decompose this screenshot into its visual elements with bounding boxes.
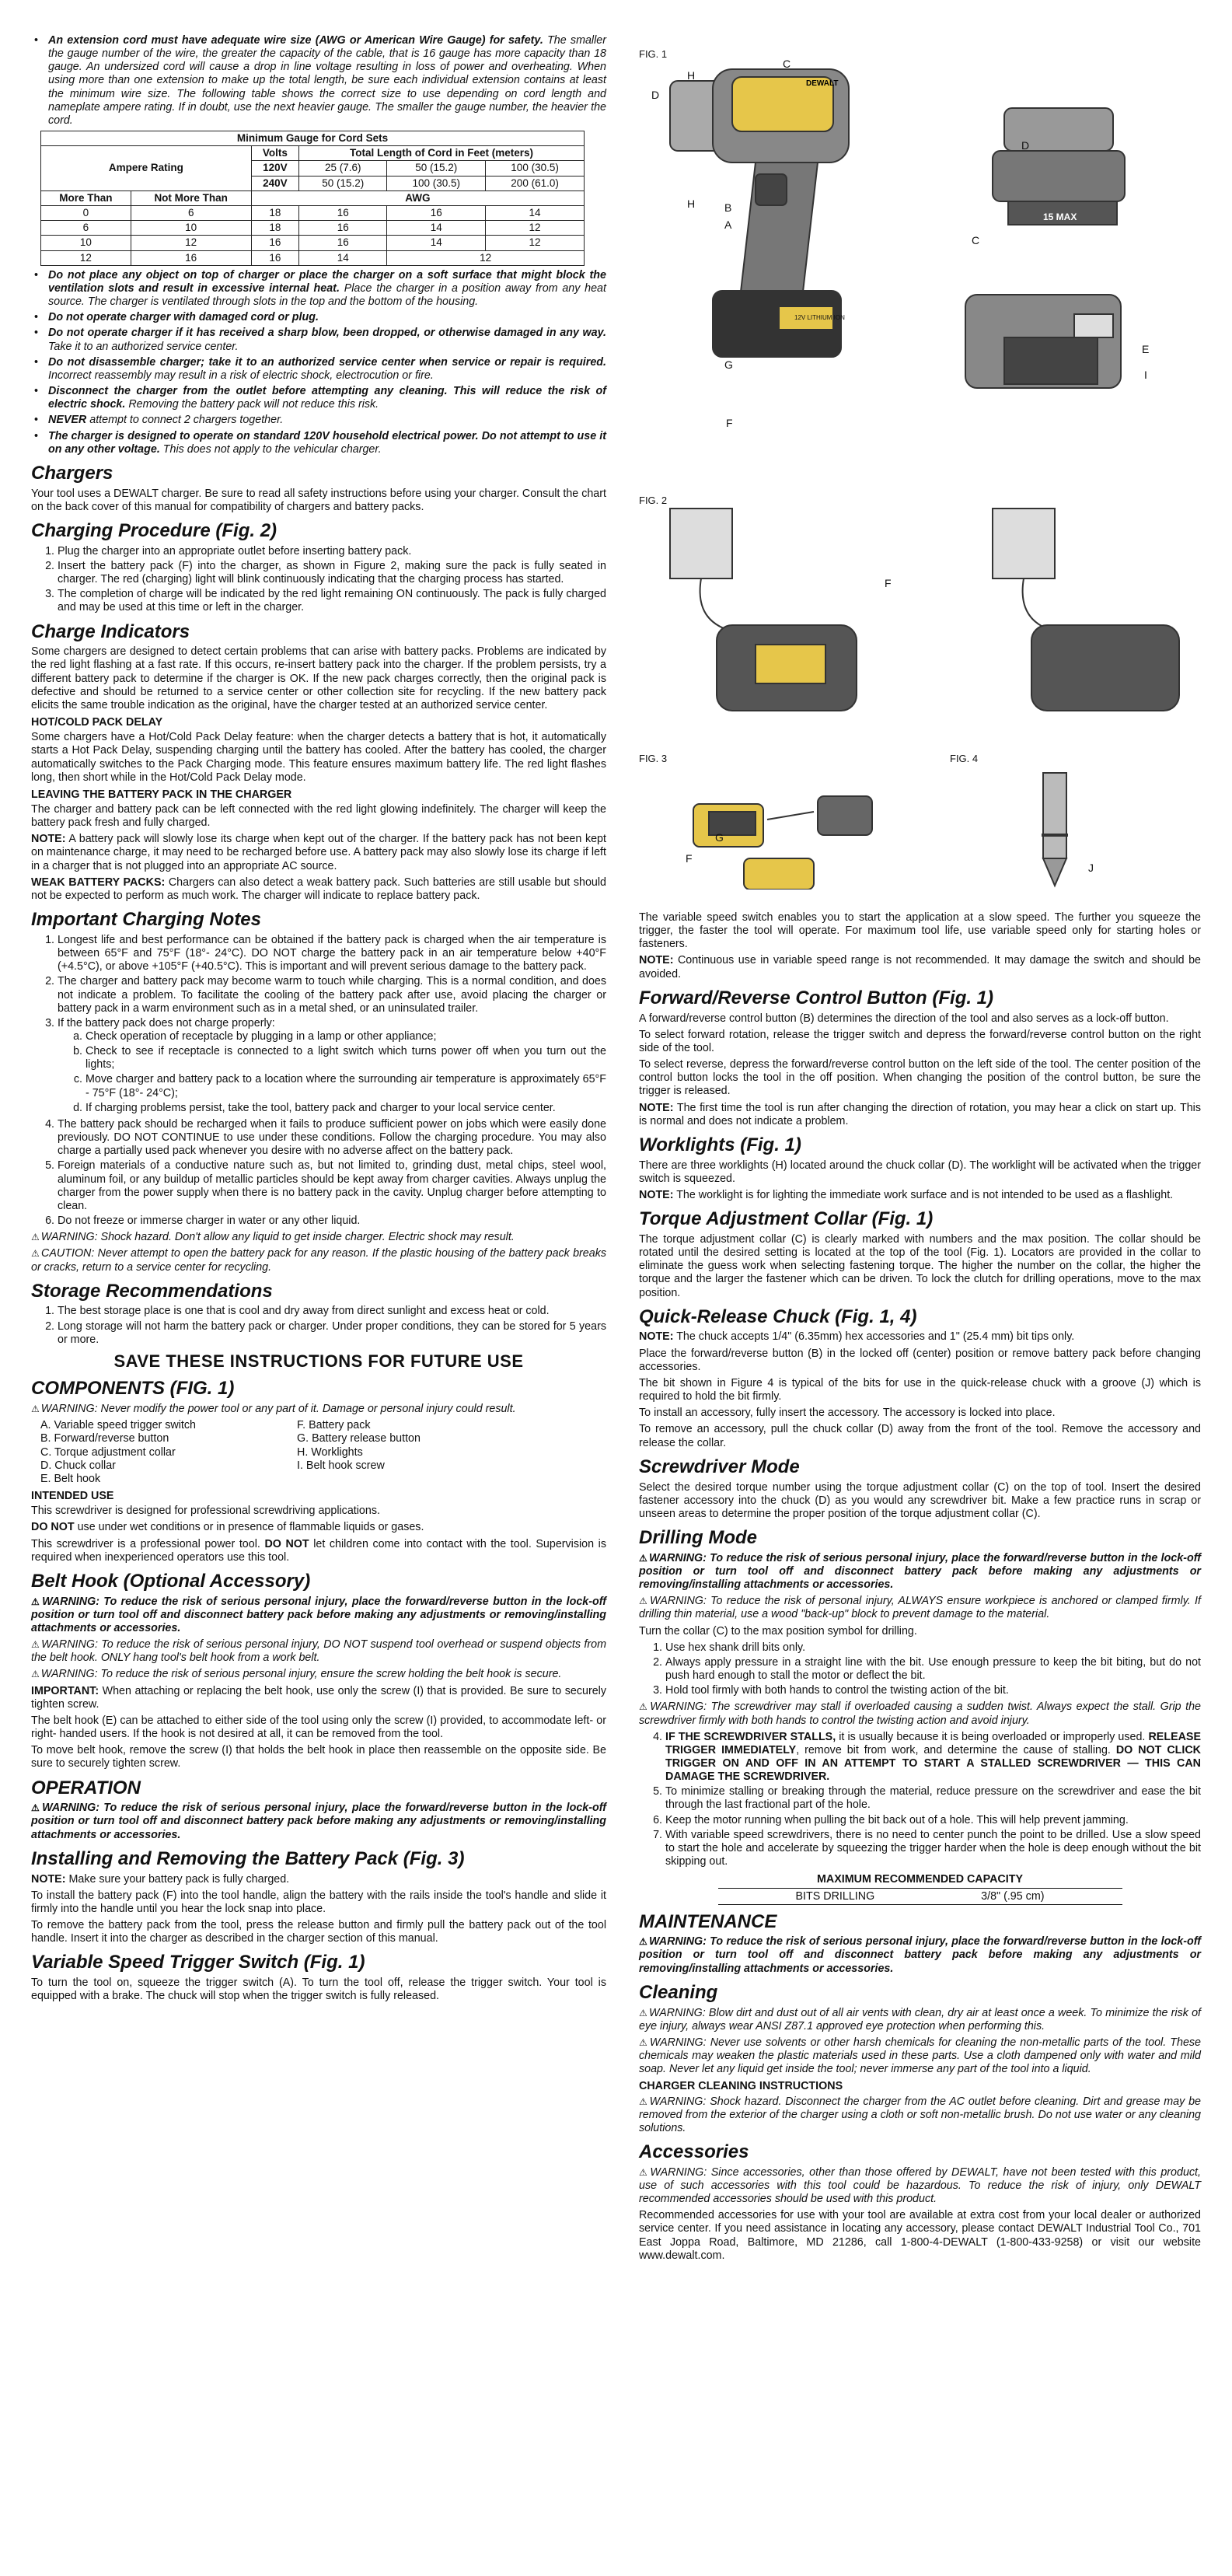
safety-bullet: • Do not disassemble charger; take it to an authorized service center when service or repair is required. Incorrect reassembly may result in a risk of electric shock, electrocution or fire. xyxy=(48,356,606,383)
list-item: B. Forward/reverse button xyxy=(40,1432,169,1445)
table-cell: 18 xyxy=(251,221,298,236)
safety-bullets xyxy=(31,269,606,456)
fig2-label: FIG. 2 xyxy=(639,495,668,506)
components-list xyxy=(31,1419,606,1486)
list-item: 4. IF THE SCREWDRIVER STALLS, it is usually because it is being overloaded or improperly used. RELEASE TRIGGER IMMEDIATELY, remove bit from work, and determine the cause of stalling. DO NOT CLICK TRIGGER ON AND OFF IN AN ATTEMPT TO START A STALLED SCREWDRIVER — THIS CAN DAMAGE THE SCREWDRIVER. xyxy=(665,1731,1201,1784)
list-item: D. Chuck collar xyxy=(40,1459,116,1472)
table-cell: 12 xyxy=(486,236,585,250)
table-cell: 18 xyxy=(251,206,298,221)
torque-heading: Torque Adjustment Collar (Fig. 1) xyxy=(639,1208,934,1230)
cleaning-warning: ⚠ WARNING: Blow dirt and dust out of all air vents with clean, dry air at least once a week. To minimize the risk of eye injury, always wear ANSI Z87.1 approved eye protection when performing this. xyxy=(639,2007,1201,2033)
list-item: b. Check to see if receptacle is connected to a light switch which turns power off when you turn out the lights; xyxy=(86,1045,606,1071)
left-column xyxy=(31,34,606,2006)
accessories-heading: Accessories xyxy=(639,2141,749,2162)
battery-text: 12V LITHIUM ION xyxy=(794,314,845,321)
screwdriver-mode-heading: Screwdriver Mode xyxy=(639,1456,800,1477)
charge-indicators-heading: Charge Indicators xyxy=(31,620,190,642)
table-cell: 0 xyxy=(41,206,131,221)
maintenance-heading: MAINTENANCE xyxy=(639,1910,777,1932)
callout-e: E xyxy=(1142,343,1150,355)
fig4-label: FIG. 4 xyxy=(950,753,979,764)
cleaning-warning: ⚠ WARNING: Never use solvents or other harsh chemicals for cleaning the non-metallic parts of the tool. These chemicals may weaken the plastic materials used in these parts. Use a cloth dampened only with water and mild soap. Never let any liquid get inside the tool; never immerse any part of the tool into a liquid. xyxy=(639,2036,1201,2076)
charger-cleaning-warning: ⚠ WARNING: Shock hazard. Disconnect the charger from the AC outlet before cleaning. Dirt and grease may be removed from the exterior of the charger using a cloth or soft non-metallic brush. Do not use water or any cleaning solutions. xyxy=(639,2095,1201,2135)
safety-bullet: • Do not place any object on top of charger or place the charger on a soft surface that might block the ventilation slots and result in excessive internal heat. Place the charger in a position away from any heat source. The charger is ventilated through slots in the top and the bottom of the housing. xyxy=(48,269,606,309)
chuck-closeup-illustration xyxy=(993,108,1125,225)
brand-label: DEWALT xyxy=(806,79,839,88)
not-more-than-header: Not More Than xyxy=(131,190,251,205)
table-cell: 14 xyxy=(299,250,387,265)
cord-gauge-table xyxy=(40,131,585,266)
table-cell: 50 (15.2) xyxy=(387,161,486,176)
list-item: 6. Do not freeze or immerse charger in water or any other liquid. xyxy=(58,1215,606,1228)
list-item: C. Torque adjustment collar xyxy=(40,1445,176,1459)
forward-reverse-text: To select reverse, depress the forward/reverse control button on the left side of the tool. The center position of the control button locks the tool in the off position. When changing the position of the control button, be sure the trigger is released. xyxy=(639,1058,1201,1098)
intended-use-heading: INTENDED USE xyxy=(31,1490,114,1503)
table-cell: 14 xyxy=(387,221,486,236)
list-item: 6. Keep the motor running when pulling the bit back out of a hole. This will help prevent jamming. xyxy=(665,1814,1201,1827)
callout-f: F xyxy=(726,417,733,429)
charger-cleaning-heading: CHARGER CLEANING INSTRUCTIONS xyxy=(639,2080,843,2093)
list-item: I. Belt hook screw xyxy=(297,1459,385,1472)
v240-label: 240V xyxy=(251,176,298,190)
drilling-warning: ⚠ WARNING: To reduce the risk of serious personal injury, place the forward/reverse button in the lock-off position or turn tool off and disconnect battery pack before making any adjustments or removing/installing attachments or accessories. xyxy=(639,1552,1201,1592)
capacity-label: BITS DRILLING xyxy=(795,1890,875,1903)
leaving-text: The charger and battery pack can be left connected with the red light glowing indefinitely. The charger will keep the battery pack fresh and fully charged. xyxy=(31,803,606,830)
important-notes-list xyxy=(31,934,606,1228)
list-item: 1. Longest life and best performance can be obtained if the battery pack is charged when the air temperature is between 65°F and 75°F (18°- 24°C). DO NOT charge the battery pack in an air temperature below +40°F (+4.5°C), or above +105°F (+40.5°C). This is important and will prevent serious damage to the battery pack. xyxy=(58,934,606,973)
list-item: 3. Hold tool firmly with both hands to control the twisting action of the bit. xyxy=(665,1684,1201,1697)
intended-text: This screwdriver is designed for professional screwdriving applications. xyxy=(31,1505,380,1518)
forward-reverse-heading: Forward/Reverse Control Button (Fig. 1) xyxy=(639,987,994,1008)
list-item: H. Worklights xyxy=(297,1445,363,1459)
awg-header: AWG xyxy=(251,190,584,205)
list-item: 2. Insert the battery pack (F) into the charger, as shown in Figure 2, making sure the pack is fully seated in charger. The red (charging) light will blink continuously indicating that the charging process has started. xyxy=(58,560,606,586)
chuck-text: To install an accessory, fully insert the accessory. The accessory is locked into place. xyxy=(639,1407,1056,1420)
modify-warning: ⚠ WARNING: Never modify the power tool or any part of it. Damage or personal injury could result. xyxy=(31,1403,606,1416)
list-item: E. Belt hook xyxy=(40,1472,101,1485)
v120-label: 120V xyxy=(251,161,298,176)
list-item: 5. Foreign materials of a conductive nature such as, but not limited to, grinding dust, metal chips, steel wool, aluminum foil, or any buildup of metallic particles should be kept away from charger cavities. Always unplug the charger from the power supply when there is no battery pack in the cavity. Unplug charger before attempting to clean. xyxy=(58,1159,606,1213)
capacity-row xyxy=(718,1889,1122,1904)
fig3-label: FIG. 3 xyxy=(639,753,668,764)
cleaning-heading: Cleaning xyxy=(639,1981,718,2003)
callout-f2: F xyxy=(885,577,892,589)
belt-hook-warning: ⚠ WARNING: To reduce the risk of serious personal injury, DO NOT suspend tool overhead or suspend objects from the belt hook. ONLY hang tool's belt hook from a work belt. xyxy=(31,1638,606,1665)
fig1-label: FIG. 1 xyxy=(639,48,668,60)
table-cell: 12 xyxy=(387,250,585,265)
bit-illustration xyxy=(1042,773,1068,886)
variable-speed-text: The variable speed switch enables you to start the application at a slow speed. The further you squeeze the trigger, the faster the tool will operate. For maximum tool life, use variable speed only for starting holes or fasteners. xyxy=(639,911,1201,951)
table-cell: 16 xyxy=(299,236,387,250)
callout-i: I xyxy=(1144,369,1147,381)
table-cell: 12 xyxy=(41,250,131,265)
more-than-header: More Than xyxy=(41,190,131,205)
table-cell: 14 xyxy=(387,236,486,250)
forward-reverse-text: A forward/reverse control button (B) determines the direction of the tool and also serves as a lock-off button. xyxy=(639,1012,1169,1025)
table-cell: 100 (30.5) xyxy=(486,161,585,176)
intro-bullets xyxy=(31,34,606,128)
important-paragraph: IMPORTANT: When attaching or replacing the belt hook, use only the screw (I) that is provided. Be sure to securely tighten screw. xyxy=(31,1684,606,1711)
chargers-text: Your tool uses a DEWALT charger. Be sure to read all safety instructions before using your charger. Consult the chart on the back cover of this manual for compatibility of chargers and battery packs. xyxy=(31,487,606,513)
table-cell: 16 xyxy=(131,250,251,265)
belt-hook-text: The belt hook (E) can be attached to either side of the tool using only the screw (I) provided, to accommodate left- or right- handed users. If the hook is not desired at all, it can be removed from the tool. xyxy=(31,1714,606,1741)
important-notes-heading: Important Charging Notes xyxy=(31,909,262,931)
shock-warning: ⚠ WARNING: Shock hazard. Don't allow any liquid to get inside charger. Electric shock may result. xyxy=(31,1231,606,1244)
callout-c: C xyxy=(783,58,791,70)
list-item: a. Check operation of receptacle by plugging in a lamp or other appliance; xyxy=(86,1030,606,1043)
capacity-title: MAXIMUM RECOMMENDED CAPACITY xyxy=(718,1873,1122,1889)
list-item: c. Move charger and battery pack to a location where the surrounding air temperature is approximately 65°F - 75°F (18°- 24°C); xyxy=(86,1073,606,1099)
table-cell: 10 xyxy=(41,236,131,250)
table-cell: 16 xyxy=(251,250,298,265)
belt-hook-warning: ⚠ WARNING: To reduce the risk of serious personal injury, ensure the screw holding the belt hook is secure. xyxy=(31,1668,606,1681)
table-row xyxy=(41,236,585,250)
note-paragraph: NOTE: The worklight is for lighting the immediate work surface and is not intended to be used as a flashlight. xyxy=(639,1188,1174,1201)
note-paragraph: NOTE: Continuous use in variable speed range is not recommended. It may damage the switch and should be avoided. xyxy=(639,954,1201,980)
chuck-text: Place the forward/reverse button (B) in the locked off (center) position or remove battery pack before changing accessories. xyxy=(639,1347,1201,1373)
table-cell: 12 xyxy=(486,221,585,236)
callout-c2: C xyxy=(972,234,980,246)
sub-list xyxy=(58,1030,606,1115)
table-cell: 200 (61.0) xyxy=(486,176,585,190)
accessories-text: Recommended accessories for use with your tool are available at extra cost from your local dealer or authorized service center. If you need assistance in locating any accessory, please contact DEWALT Industrial Tool Co., 701 East Joppa Road, Baltimore, MD 21286, call 1-800-4-DEWALT (1-800-433-9258) or visit our website www.dewalt.com. xyxy=(639,2209,1201,2262)
figures-area xyxy=(639,34,1201,890)
table-cell: 16 xyxy=(299,221,387,236)
callout-g: G xyxy=(724,358,733,371)
charge-indicators-text: Some chargers are designed to detect certain problems that can arise with battery packs. Problems are indicated by the red light flashing at a fast rate. If this occurs, re-insert battery pack into the charger. If the problem persists, try a different battery pack to determine if the charger is OK. If the new pack charges correctly, then the original pack is defective and should be returned to a service center or other collection site for recycling. If the new battery pack elicits the same trouble indication as the original, have the charger tested at an authorized service center. xyxy=(31,645,606,711)
belt-hook-warning: ⚠ WARNING: To reduce the risk of serious personal injury, place the forward/reverse button in the lock-off position or turn tool off and disconnect battery pack before making any adjustments or removing/installing attachments or accessories. xyxy=(31,1596,606,1635)
variable-speed-heading: Variable Speed Trigger Switch (Fig. 1) xyxy=(31,1952,365,1973)
table-cell: 6 xyxy=(131,206,251,221)
table-row xyxy=(41,250,585,265)
save-instructions-banner: SAVE THESE INSTRUCTIONS FOR FUTURE USE xyxy=(113,1351,524,1371)
table-cell: 6 xyxy=(41,221,131,236)
safety-bullet: • NEVER attempt to connect 2 chargers together. xyxy=(48,414,606,427)
note-paragraph: NOTE: The first time the tool is run after changing the direction of rotation, you may hear a click on start up. This is normal and does not indicate a problem. xyxy=(639,1101,1201,1127)
list-item: 2. The charger and battery pack may become warm to touch while charging. This is a normal condition, and does not indicate a problem. To facilitate the cooling of the battery pack after use, avoid placing the charger or battery pack in a warm environment such as in a metal shed, or an uninsulated trailer. xyxy=(58,975,606,1015)
variable-speed-text: To turn the tool on, squeeze the trigger switch (A). To turn the tool off, release the trigger switch. Your tool is equipped with a brake. The chuck will stop when the trigger switch is fully released. xyxy=(31,1977,606,2003)
belt-hook-text: To move belt hook, remove the screw (I) that holds the belt hook in place then reassemble on the opposite side. Be sure to securely tighten screw. xyxy=(31,1744,606,1770)
list-item: 2. Long storage will not harm the battery pack or charger. Under proper conditions, they can be stored for 5 years or more. xyxy=(58,1320,606,1347)
chuck-text: To remove an accessory, pull the chuck collar (D) away from the front of the tool. Remove the accessory and release the collar. xyxy=(639,1423,1201,1449)
open-pack-caution: ⚠ CAUTION: Never attempt to open the battery pack for any reason. If the plastic housing of the battery pack breaks or cracks, return to a service center for recycling. xyxy=(31,1247,606,1274)
hot-cold-heading: HOT/COLD PACK DELAY xyxy=(31,716,163,729)
list-item: 3. The completion of charge will be indicated by the red light remaining ON continuously. The pack is fully charged and may be used at this time or left in the charger. xyxy=(58,588,606,614)
ampere-rating-header: Ampere Rating xyxy=(41,146,252,191)
table-cell: 16 xyxy=(251,236,298,250)
intended-text: DO NOT use under wet conditions or in presence of flammable liquids or gases. xyxy=(31,1521,424,1534)
list-item: 2. Always apply pressure in a straight line with the bit. Use enough pressure to keep the bit biting, but do not push hard enough to stall the motor or deflect the bit. xyxy=(665,1656,1201,1683)
list-item: 3. If the battery pack does not charge properly: a. Check operation of receptacle by plugging in a lamp or other appliance; b. Check to see if receptacle is connected to a light switch which turns power off when you turn out the lights; c. Move charger and battery pack to a location where the surrounding air temperature is approximately 65°F - 75°F (18°- 24°C); d. If charging problems persist, take the tool, battery pack and charger to your local service center. xyxy=(58,1017,606,1115)
table-cell: 14 xyxy=(486,206,585,221)
capacity-value: 3/8" (.95 cm) xyxy=(981,1890,1045,1903)
components-heading: COMPONENTS (FIG. 1) xyxy=(31,1378,235,1400)
note-paragraph: NOTE: A battery pack will slowly lose its charge when kept out of the charger. If the battery pack has not been kept on maintenance charge, it may need to be recharged before use. A battery pack may also slowly lose its charge if left in a charger that is not plugged into an appropriate AC source. xyxy=(31,833,606,872)
safety-bullet: • Do not operate charger if it has received a sharp blow, been dropped, or otherwise damaged in any way. Take it to an authorized service center. xyxy=(48,327,606,353)
length-header: Total Length of Cord in Feet (meters) xyxy=(299,146,585,161)
capacity-table xyxy=(718,1873,1122,1904)
charger-illustration-left xyxy=(670,509,857,711)
list-item: G. Battery release button xyxy=(297,1432,421,1445)
table-cell: 12 xyxy=(131,236,251,250)
battery-install-heading: Installing and Removing the Battery Pack (Fig. 3) xyxy=(31,1847,465,1869)
charger-illustration-right xyxy=(993,509,1179,711)
extension-cord-bullet: • An extension cord must have adequate wire size (AWG or American Wire Gauge) for safety. The smaller the gauge number of the wire, the greater the capacity of the cable, that is 16 gauge has more capacity than 18 gauge. An undersized cord will cause a drop in line voltage resulting in loss of power and overheating. When using more than one extension to make up the total length, be sure each individual extension contains at least the minimum wire size. The following table shows the correct size to use depending on cord length and nameplate ampere rating. If in doubt, use the next heavier gauge. The smaller the gauge number, the heavier the cord. xyxy=(48,34,606,128)
callout-b: B xyxy=(724,201,732,214)
list-item xyxy=(297,1473,553,1486)
table-cell: 16 xyxy=(299,206,387,221)
intended-text: This screwdriver is a professional power tool. DO NOT let children come into contact with the tool. Supervision is required when inexperienced operators use this tool. xyxy=(31,1537,606,1564)
note-paragraph: NOTE: Make sure your battery pack is fully charged. xyxy=(31,1872,290,1886)
callout-h: H xyxy=(687,69,696,82)
screwdriver-text: Select the desired torque number using the torque adjustment collar (C) on the top of tool. Insert the desired fastener accessory into the chuck (D) as you would any screwdriver bit. Make a few practice runs in scrap or unseen areas to determine the proper position of the torque adjustment collar (C). xyxy=(639,1480,1201,1520)
callout-d2: D xyxy=(1021,139,1030,152)
storage-heading: Storage Recommendations xyxy=(31,1280,273,1302)
safety-bullet: • The charger is designed to operate on standard 120V household electrical power. Do not attempt to use it on any other voltage. This does not apply to the vehicular charger. xyxy=(48,430,606,456)
table-cell: 25 (7.6) xyxy=(299,161,387,176)
operation-warning: ⚠ WARNING: To reduce the risk of serious personal injury, place the forward/reverse button in the lock-off position or turn tool off and disconnect battery pack before making any adjustments or removing/installing attachments or accessories. xyxy=(31,1802,606,1841)
battery-install-text: To remove the battery pack from the tool, press the release button and firmly pull the battery pack out of the tool handle. Insert it into the charger as described in the charger section of this manual. xyxy=(31,1919,606,1945)
callout-j: J xyxy=(1088,862,1094,874)
callout-d: D xyxy=(651,89,660,101)
figures-svg xyxy=(639,34,1201,890)
chuck-heading: Quick-Release Chuck (Fig. 1, 4) xyxy=(639,1305,917,1327)
forward-reverse-text: To select forward rotation, release the trigger switch and depress the forward/reverse control button on the right side of the tool. xyxy=(639,1028,1201,1054)
weak-pack-paragraph: WEAK BATTERY PACKS: Chargers can also detect a weak battery pack. Such batteries are still usable but should not be expected to perform as much work. The charger will indicate to replace battery pack. xyxy=(31,876,606,902)
stall-warning: ⚠ WARNING: The screwdriver may stall if overloaded causing a sudden twist. Always expect the stall. Grip the screwdriver firmly with both hands to control the twisting action and avoid injury. xyxy=(639,1700,1201,1727)
safety-bullet: • Disconnect the charger from the outlet before attempting any cleaning. This will reduce the risk of electric shock. Removing the battery pack will not reduce this risk. xyxy=(48,385,606,411)
maintenance-warning: ⚠ WARNING: To reduce the risk of serious personal injury, place the forward/reverse button in the lock-off position or turn tool off and disconnect battery pack before making any adjustments or removing/installing attachments or accessories. xyxy=(639,1935,1201,1975)
list-item: 4. The battery pack should be recharged when it fails to produce sufficient power on jobs which were easily done previously. DO NOT CONTINUE to use under these conditions. Follow the charging procedure. You may also charge a partially used pack whenever you desire with no adverse affect on the battery pack. xyxy=(58,1118,606,1158)
belt-hook-detail-illustration xyxy=(965,295,1121,388)
volts-header: Volts xyxy=(251,146,298,161)
drilling-warning: ⚠ WARNING: To reduce the risk of personal injury, ALWAYS ensure workpiece is anchored or clamped firmly. If drilling thin material, use a wood "back-up" block to prevent damage to the material. xyxy=(639,1595,1201,1621)
list-item: 1. The best storage place is one that is cool and dry away from direct sunlight and excess heat or cold. xyxy=(58,1305,606,1318)
list-item: 1. Use hex shank drill bits only. xyxy=(665,1641,1201,1655)
list-item: 5. To minimize stalling or breaking through the material, reduce pressure on the screwdriver and ease the bit through the last fractional part of the hole. xyxy=(665,1785,1201,1812)
charging-steps xyxy=(31,545,606,615)
chuck-text: The bit shown in Figure 4 is typical of the bits for use in the quick-release chuck with a groove (J) which is required to hold the bit firmly. xyxy=(639,1376,1201,1403)
callout-g2: G xyxy=(715,831,724,844)
collar-text: 15 MAX xyxy=(1043,211,1077,222)
hot-cold-text: Some chargers have a Hot/Cold Pack Delay feature: when the charger detects a battery that is hot, it automatically starts a Hot Pack Delay, suspending charging until the battery has cooled. After the battery has cooled, the charger automatically switches to the Pack Charging mode. This feature ensures maximum battery life. The red light flashes long, then short while in the Hot/Cold Pack Delay mode. xyxy=(31,731,606,784)
table-cell: 100 (30.5) xyxy=(387,176,486,190)
drilling-mode-heading: Drilling Mode xyxy=(639,1526,757,1548)
charging-procedure-heading: Charging Procedure (Fig. 2) xyxy=(31,519,277,541)
worklights-heading: Worklights (Fig. 1) xyxy=(639,1134,801,1155)
torque-text: The torque adjustment collar (C) is clearly marked with numbers and the max position. The collar should be rotated until the desired setting is located at the top of the tool (Fig. 1). Locators are provided in the collar to eliminate the guess work when selecting fastening torque. The higher the number on the collar, the higher the torque and the larger the fastener which can be driven. To lock the clutch for drilling operations, move to the max position. xyxy=(639,1232,1201,1299)
operation-heading: OPERATION xyxy=(31,1777,141,1798)
chargers-heading: Chargers xyxy=(31,462,113,484)
drilling-steps xyxy=(639,1641,1201,1698)
table-title: Minimum Gauge for Cord Sets xyxy=(41,131,585,146)
table-cell: 10 xyxy=(131,221,251,236)
list-item: A. Variable speed trigger switch xyxy=(40,1419,196,1432)
list-item: 7. With variable speed screwdrivers, there is no need to center punch the point to be drilled. Use a slow speed to start the hole and accelerate by squeezing the trigger harder when the hole is deep enough without the bit skipping out. xyxy=(665,1829,1201,1868)
right-column xyxy=(639,911,1201,2266)
list-item: 1. Plug the charger into an appropriate outlet before inserting battery pack. xyxy=(58,545,606,558)
list-item: F. Battery pack xyxy=(297,1419,371,1432)
table-row xyxy=(41,206,585,221)
drilling-steps-continued xyxy=(639,1731,1201,1869)
note-paragraph: NOTE: The chuck accepts 1/4" (6.35mm) hex accessories and 1" (25.4 mm) bit tips only. xyxy=(639,1330,1075,1344)
drilling-text: Turn the collar (C) to the max position symbol for drilling. xyxy=(639,1624,917,1638)
callout-h2: H xyxy=(687,197,696,210)
table-row xyxy=(41,221,585,236)
belt-hook-heading: Belt Hook (Optional Accessory) xyxy=(31,1570,311,1592)
storage-list xyxy=(31,1305,606,1346)
table-cell: 16 xyxy=(387,206,486,221)
list-item: d. If charging problems persist, take the tool, battery pack and charger to your local service center. xyxy=(86,1102,606,1115)
leaving-heading: LEAVING THE BATTERY PACK IN THE CHARGER xyxy=(31,788,292,801)
safety-bullet: • Do not operate charger with damaged cord or plug. xyxy=(48,311,606,324)
worklights-text: There are three worklights (H) located around the chuck collar (D). The worklight will be activated when the trigger switch is squeezed. xyxy=(639,1159,1201,1185)
table-cell: 50 (15.2) xyxy=(299,176,387,190)
accessories-warning: ⚠ WARNING: Since accessories, other than those offered by DEWALT, have not been tested with this product, use of such accessories with this tool could be hazardous. To reduce the risk of injury, only DEWALT recommended accessories should be used with this product. xyxy=(639,2166,1201,2206)
battery-install-text: To install the battery pack (F) into the tool handle, align the battery with the rails inside the tool's handle and slide it firmly into the handle until you hear the lock snap into place. xyxy=(31,1889,606,1915)
callout-f3: F xyxy=(686,852,693,865)
callout-a: A xyxy=(724,218,732,231)
